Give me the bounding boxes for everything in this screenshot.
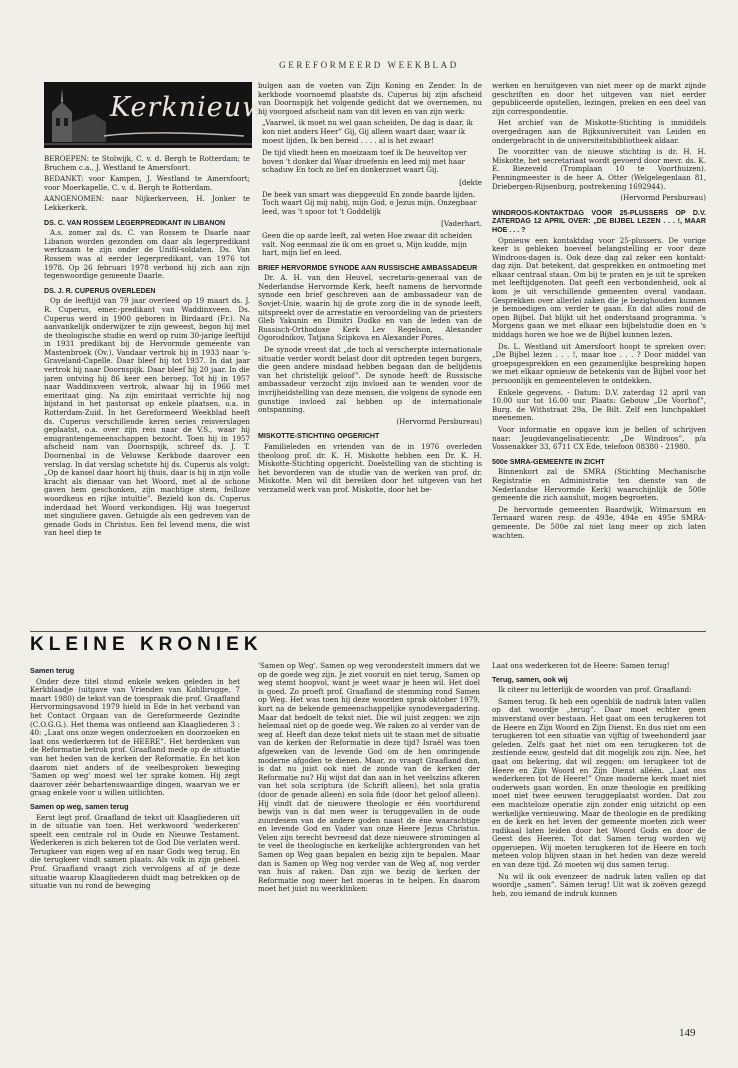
windroos-text-4: Voor informatie en opgave kun je bellen of schrijven naar: Jeugdevangelisatiecentr. „De Windroos”, p/a Vossenakker 33, 6711 CX Ede, telefoon 08380 - 21980.	[492, 424, 706, 452]
col3-text-1: werken en heruitgeven van niet meer op de markt zijnde geschriften en door het uitgeven van niet eerder gepubliceerde opstellen, lezingen, preken en een deel van zijn correspondentie.	[492, 82, 706, 116]
poem-stanza-2: De tijd vliedt heen en moeizaam toef ik De heuveltop ver boven 't donker dal Waar droefenis en leed mij met haar schaduw En toch zo lief en donkerzoet waart Gij.	[262, 148, 467, 175]
miskotte-credit: (Hervormd Persbureau)	[620, 193, 706, 203]
poem-stanza-1: „Vaarwel, ik moet nu wel gaan scheiden, De dag is daar, ik kon niet anders Heer” Gij, Gij alleen waart daar, waar ik moest lijden, Ik ben bereid . . . . al is het zwaar!	[262, 118, 473, 145]
section-divider	[30, 631, 706, 632]
cuperus-heading: DS. J. R. CUPERUS OVERLEDEN	[44, 286, 156, 295]
column-6	[492, 662, 706, 1017]
running-head: GEREFORMEERD WEEKBLAD	[279, 60, 459, 70]
kleine-kroniek-title: KLEINE KRONIEK	[30, 634, 263, 655]
rossem-text: A.s. zomer zal ds. C. van Rossem te Daarle naar Libanon worden gezonden om daar als legerpredikant werkzaam te zijn onder de Unifil-soldaten. Ds. Van Rossem was al eerder legerpredikant, van 1976 tot 1978. Op 26 februari 1978 verbond hij zich aan zijn tegenwoordige gemeente Daarle.	[44, 228, 250, 281]
column-3	[492, 82, 706, 625]
samen-weg-text: Eerst legt prof. Graafland de tekst uit Klaagliederen uit in de situatie van toen. Het werkwoord 'wederkeren' speelt een centrale rol in Oude en Nieuwe Testament. Wederkeren is zich bekeren tot de God Die verlaten werd. Terugkeer van eigen weg af en naar Gods weg terug. En die terugkeer vindt samen plaats. Als volk in zijn geheel. Prof. Graafland vraagt zich vervolgens af of je deze situatie waarop Klaagliederen duidt mag betrekken op de situatie van nu rond de beweging	[30, 812, 240, 891]
brief-credit: (Hervormd Persbureau)	[396, 416, 482, 426]
kerknieuws-banner	[44, 82, 282, 148]
poem-note-1: [dekte	[459, 177, 482, 187]
column-2	[258, 82, 482, 625]
samen-terug-text: Onder deze titel stond enkele weken geleden in het Kerkblaadje (uitgave van Vrienden van Kohlbrugge, 7 maart 1980) de tekst van de toespraak die prof. Graafland Hervormingsavond 1979 hield in Ede in het verband van het Contact Orgaan van de Gereformeerde Gezindte (C.O.G.G.). Het thema was ontleend aan Klaagliederen 3 : 40: „Laat ons onze wegen onderzoeken en doorzoeken en laat ons wederkeren tot de HEERE”. Het herdenken van de Reformatie betrok prof. Graafland mede op de situatie van het heden van de kerken der Reformatie. En het kon daarom niet anders of de veelbesproken beweging 'Samen op weg' moest wel ter sprake komen. Hij zegt daarover zéér behartenswaardige dingen, waarvan we er graag enkele voor u willen uitlichten.	[30, 676, 240, 798]
smra-heading: 500e SMRA-GEMEENTE IN ZICHT	[492, 457, 605, 466]
beroepen-text: BEROEPEN: te Stolwijk, C. v. d. Bergh te Rotterdam; te Bruchem c.a., J. Westland te Amersfoort.	[44, 155, 250, 172]
poem-stanza-3: De beek van smart was diepgevuld En zonde baarde lijden. Toch waart Gij mij nabij, mijn God, o Jezus mijn. Onzegbaar leed, was 't spoor tot 't Goddelijk	[262, 189, 477, 216]
bedankt-text: BEDANKT: voor Kampen, J. Westland te Amersfoort; voor Moerkapelle, C. v. d. Bergh te Rotterdam.	[44, 174, 250, 192]
aangenomen-text: AANGENOMEN: naar Nijkerkerveen, H. Jonker te Lekkerkerk.	[44, 194, 250, 212]
rossem-heading: DS. C. VAN ROSSEM LEGERPREDIKANT IN LIBANON	[44, 218, 226, 227]
miskotte-text: Familieleden en vrienden van de in 1976 overleden theoloog prof. dr. K. H. Miskotte hebben een Dr. K. H. Miskotte-Stichting opgericht. Doelstelling van de stichting is het bevorderen van de studie van de werken van prof. dr. Miskotte. Men wil dit bereiken door het uitgeven van het verzameld werk van prof. Miskotte, door het be-	[258, 441, 482, 494]
page-number: 149	[679, 1027, 696, 1039]
column-5	[258, 662, 480, 1017]
column-4	[30, 662, 240, 1017]
col3-text-2: Het archief van de Miskotte-Stichting is inmiddels overgedragen aan de Rijksuniversiteit van Leiden en ondergebracht in de universiteitsbibliotheek aldaar.	[492, 118, 706, 145]
brief-text-2: De synode vreest dat „de toch al verscherpte internationale situatie verder wordt belast door dit optreden tegen burgers, die geen andere misdaad hebben begaan dan de belijdenis van het christelijk geloof”. De synode heeft de Russische ambassadeur verzocht zijn invloed aan te wenden voor de invrijheidstelling van deze mensen, die volgens de synode een gunstige invloed zal hebben op de internationale ontspanning.	[258, 345, 482, 415]
samen-terug-heading: Samen terug	[30, 666, 75, 675]
column-1	[44, 155, 250, 625]
terug-heading: Terug, samen, ook wij	[492, 674, 568, 684]
kerknieuws-title: Kerknieuws	[110, 92, 282, 123]
terug-text-2: Samen terug. Ik heb een ogenblik de nadruk laten vallen op dat woordje „terug”. Daar moet echter geen misverstand over bestaan. Het gaat om een terugkeren tot de Heere en Zijn Woord en Zijn Dienst. En dus niet om een terugkeren tot een situatie van vijftig of tweehonderd jaar geleden. Zelfs gaat het niet om een terugkeren tot de zestiende eeuw, gesteld dat dit mogelijk zou zijn. Nee, het gaat om bekering, dat wil zeggen: om terugkeer tot de Heere en Zijn Woord en Zijn Dienst alléén. „Laat ons wederkeren tot de Heere!” Onze moderne kerk moet niet ouderwets gaan worden. En onze theologie en prediking moet niet twee eeuwen teruggeplaatst worden. Dat zou een machteloze operatie zijn zonder enig uitzicht op een werkelijke vernieuwing. Maar de theologie en de prediking en de kerk en het leven der gemeente moeten zich weer radikaal laten leiden door het Woord Gods en door de Geest des Heeren. Tot dat Samen terug worden wij opgeroepen. Wij moeten terugkeren tot de Heere en toch meteen volop blijven staan in het heden van deze wereld en van deze tijd. Zó moeten wij dus samen terug.	[492, 696, 706, 870]
smra-text-2: De hervormde gemeenten Baardwijk, Witmarsum en Ternaard waren resp. de 493e, 494e en 495e SMRA-gemeente. De 500e zal niet lang meer op zich laten wachten.	[492, 504, 706, 540]
miskotte-heading: MISKOTTE-STICHTING OPGERICHT	[258, 432, 380, 441]
cuperus-text: Op de leeftijd van 79 jaar overleed op 19 maart ds. J. R. Cuperus, emer.-predikant van Waddinxveen. Ds. Cuperus werd in 1900 geboren in Birdaard (Fr.). Na aanvankelijk onderwijzer te zijn geweest, begon hij met de theologische studie en werd op ruim 30-jarige leeftijd in 1931 predikant bij de Hervormde gemeente van Mastenbroek (Ov.). Vandaar vertrok hij in 1933 naar 's-Graveland-Capelle. Daar bleef hij tot 1937. In dat jaar vertrok hij naar Doornspijk. Daar bleef hij 20 jaar. In die jaren ontving hij 86 keer een beroep. Tot hij in 1957 naar Waddinxveen vertrok, alwaar hij in 1966 met emeritaat ging. Na zijn emiritaat verrichte hij nog bijstand in het pastoraat op enkele plaatsen, o.a. in Rotterdam-Zuid. In het Gereformeerd Weekblad heeft ds. Cuperus verschillende keren series reisverslagen geplaatst, o.a. over zijn reis naar de V.S., waar hij emigrantengemeenschappen bezocht. Toen hij in 1957 afscheid nam van Doornspijk, schreef ds. J. T. Doornenbal in de Veluwse Kerkbode daarover een verslag. In dat verslag schetste hij ds. Cuperus als volgt: „Op de kansel daar hoort hij thuis, daar is hij in zijn volle kracht als dienaar van het Woord, met al de schone gaven hem geschonken, zijn machtige stem, feilloze woordkeus en rijke intuïtie”. Bezield kon ds. Cuperus inderdaad het Woord verkondigen. Hij was toegerust met singuliere gaven. Getuigde als een gedreven van de genade Gods in Christus. Een fel levend mens, die wist van heel diep te	[44, 296, 250, 538]
brief-text-1: Dr. A. H. van den Heuvel, secretaris-generaal van de Nederlandse Hervormde Kerk, heeft namens de hervormde synode een brief geschreven aan de ambassadeur van de Sovjet-Unie, waarin hij de grote zorg die in de synode leeft, uitspreekt over de arrestatie en veroordeling van de priesters Gleb Yakunin en Dimitri Dudko en van de leden van de Russisch-Orthodoxe Kerk Lev Regelson, Alexander Ogorodnikov, Tatjana Scipkova en Alexander Pores.	[258, 273, 482, 343]
smra-text-1: Binnenkort zal de SMRA (Stichting Mechanische Registratie en Administratie ten dienste van de Nederlandse Hervormde Kerk) waarschijnlijk de 500e gemeente die zich aansluit, mogen begroeten.	[492, 467, 706, 503]
poem-stanza-4: Geen die op aarde leeft, zal weten Hoe zwaar dit scheiden valt. Nog eenmaal zie ik om en groet u, Mijn kudde, mijn hart, mijn lief en leed.	[262, 230, 473, 258]
windroos-text-2: Ds. L. Westland uit Amersfoort hoopt te spreken over: „De Bijbel lezen . . . !, maar hoe . . . ? Door middel van groepsgesprekken en een gezamenlijke bespreking hopen we met elkaar opnieuw de betekenis van de Bijbel voor het persoonlijk en gemeenteleven te ontdekken.	[492, 341, 706, 385]
brief-heading: BRIEF HERVORMDE SYNODE AAN RUSSISCHE AMBASSADEUR	[258, 263, 478, 272]
windroos-text-1: Opnieuw een kontaktdag voor 25-plussers. De vorige keer is gebleken hoeveel belangstelling er voor deze Windroos-dagen is. Ook deze dag zal zeker een kontakt-dag zijn. Dat betekent, dat gesprekken en ontmoeting met elkaar centraal staan. Om bij te praten en je uit te spreken met leeftijdgenoten. Dat geeft een verbondenheid, ook al kom je uit verschillende gemeenten overal vandaan. Gesprekken over allerlei zaken die je bezighouden kunnen je bemoedigen om verder te gaan. En dat alles rond de open Bijbel. Dat blijkt uit het onderstaand programma. 's Morgens gaan we met elkaar een bijbelstudie doen en 's middags horen we hoe we de Bijbel kunnen lezen.	[492, 235, 706, 340]
samen-weg-heading: Samen op weg, samen terug	[30, 801, 129, 811]
col2-intro: bulgen aan de voeten van Zijn Koning en Zender. In de kerkbode voornoemd plaatste ds. Cuperus bij zijn afscheid van Doornspijk het volgende gedicht dat we overnemen, nu hij voorgoed afscheid nam van dit leven en van zijn werk:	[258, 82, 482, 116]
terug-text-3: Nu wil ik ook evenzeer de nadruk laten vallen op dat woordje „samen”. Sámen terug! Uit wat ik zoëven gezegd heb, zou iemand de indruk kunnen	[492, 871, 706, 898]
terug-text-1: Ik citeer nu letterlijk de woorden van prof. Graafland:	[498, 685, 692, 695]
col3-text-3: De voorzitter van de nieuwe stichting is dr. H. H. Miskotte, het secretariaat wordt gevoerd door mevr. ds. K. E. Biezeveld (Tromplaan 10 te Voorthuizen). Penningmeester is de heer A. Otter (Welgelegenlaan 81, Driebergen-Rijsenburg, postrekening 1692944).	[492, 147, 706, 191]
col5-text: 'Samen op Weg'. Samen op weg veronderstelt immers dat we op de goede weg zijn. Je ziet vooruit en niet terug, Samen op weg stemt hoopvol, want je weet waar je heen wil. Het doel is goed. Zo proeft prof. Graafland de stemming rond Samen op Weg. Het was toen hij deze woorden sprak oktober 1979, kort na de bekende gemeenschappelijke synodevergadering. Maar dat bedoelt de tekst niet. Die wil juist zeggen: we zijn helemaal niet op de goede weg. We raken zo al verder van de weg af. Heeft dan deze tekst niets uit te staan met de situatie van de kerken der Reformatie in deze tijd? Israël was toen afgeweken van de levende God om de hen omringende moderne afgoden te dienen. Maar, zo vraagt Graafland dan, is dat nu juist ook niet de zonde van de kerken der Reformatie nu? Hij wijst dat dan aan in het veelszins afkeren van het sola scriptura (de Schrift alleen), het sola gratia (door de genade alleen) en sola fide (door het geloof alleen). Hij vindt dat de nieuwere theologie er één voortdurend bewijs van is dat men weer is teruggevallen in de oude zuurdesem van de andere goden naast de éne waarachtige en levende God en Vader van onze Heere Jezus Christus. Velen zijn terecht bevreesd dat deze nieuwere stromingen al te veel de theologische en kerkelijke achtergronden van het Samen op Weg gaan bepalen en bezig zijn te bepalen. Maar dan is Samen op Weg nog verder van de Weg af, nog verder van huis af raken. Dan zijn we bezig de kerken der Reformatie nog meer het moeras in te helpen. En daarom moet het juist nu weerklinken:	[258, 662, 480, 894]
windroos-heading: WINDROOS-KONTAKTDAG VOOR 25-PLUSSERS OP D.V. ZATERDAG 12 APRIL OVER: „DE BIJBEL LEZEN . . . !, MAAR HOE . . . ?	[492, 208, 706, 234]
col6-quote: Laat ons wederkeren tot de Heere: Samen terug!	[492, 662, 670, 670]
windroos-text-3: Enkele gegevens. - Datum: D.V. zaterdag 12 april van 10.00 uur tot 16.00 uur. Plaats: Gebouw „De Voorhof”, Burg. de Withstraat 29a, De Bilt. Zelf een lunchpakket meenemen.	[492, 387, 706, 423]
poem-note-2: [Vaderhart.	[441, 219, 482, 229]
